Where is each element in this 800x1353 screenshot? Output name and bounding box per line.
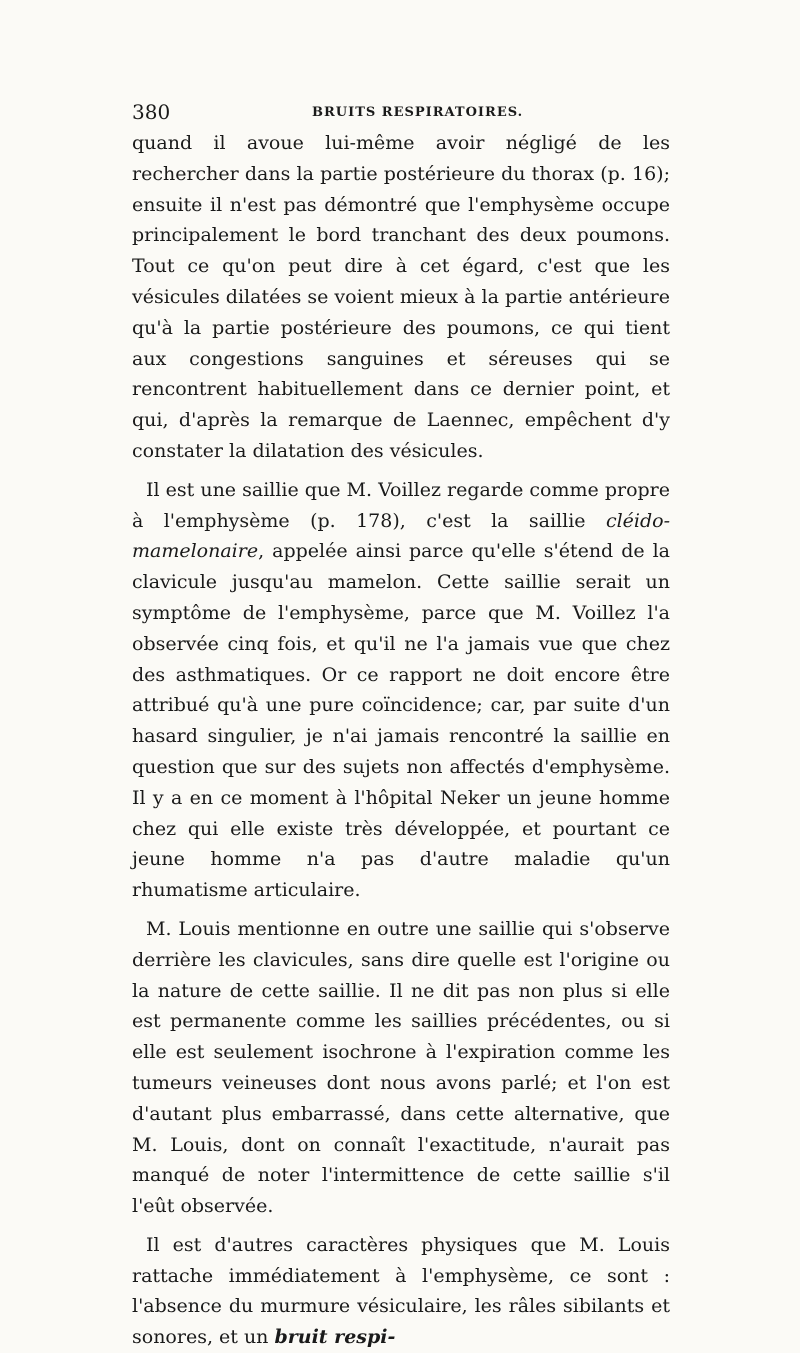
paragraph-text: Il est une saillie que M. Voillez regarde comme propre à l'emphysème (p. 178), c'est la saillie xyxy=(132,478,670,532)
paragraph xyxy=(132,1230,670,1353)
paragraph: M. Louis mentionne en outre une saillie qui s'observe derrière les clavicules, sans dire quelle est l'origine ou la nature de cette saillie. Il ne dit pas non plus si elle est permanente comme les saillies précédentes, ou si elle est seulement isochrone à l'expiration comme les tumeurs veineuses dont nous avons parlé; et l'on est d'autant plus embarrassé, dans cette alternative, que M. Louis, dont on connaît l'exactitude, n'aurait pas manqué de noter l'intermittence de cette saillie s'il l'eût observée. xyxy=(132,917,670,1218)
paragraph: quand il avoue lui-même avoir négligé de les rechercher dans la partie postérieure du thorax (p. 16); ensuite il n'est pas démontré que l'emphysème occupe principalement le bord tranchant des deux poumons. Tout ce qu'on peut dire à cet égard, c'est que les vésicules dilatées se voient mieux à la partie antérieure qu'à la partie postérieure des poumons, ce qui tient aux congestions sanguines et séreuses qui se rencontrent habituellement dans ce dernier point, et qui, d'après la remarque de Laennec, empêchent d'y constater la dilatation des vésicules. xyxy=(132,132,670,462)
body-text xyxy=(132,128,670,1353)
italic-term: cléido-mamelonaire xyxy=(132,509,670,563)
page-header xyxy=(132,100,670,124)
running-head: BRUITS RESPIRATOIRES. xyxy=(312,105,524,120)
paragraph xyxy=(132,475,670,906)
paragraph-text: , appelée ainsi parce qu'elle s'étend de la clavicule jusqu'au mamelon. Cette saillie serait un symptôme de l'emphysème, parce que M. Voillez l'a observée cinq fois, et qu'il ne l'a jamais vue que chez des asthmatiques. Or ce rapport ne doit encore être attribué qu'à une pure coïncidence; car, par suite d'un hasard singulier, je n'ai jamais rencontré la saillie en question que sur des sujets non affectés d'emphysème. Il y a en ce moment à l'hôpital Neker un jeune homme chez qui elle existe très développée, et pourtant ce jeune homme n'a pas d'autre maladie qu'un rhumatisme articulaire. xyxy=(132,540,670,902)
bold-italic-term: bruit respi- xyxy=(274,1326,396,1349)
page-number: 380 xyxy=(132,100,171,124)
paragraph-text: Il est d'autres caractères physiques que M. Louis rattache immédiatement à l'emphysème, ce sont : l'absence du murmure vésiculaire, les râles sibilants et sonores, et un xyxy=(132,1233,670,1349)
